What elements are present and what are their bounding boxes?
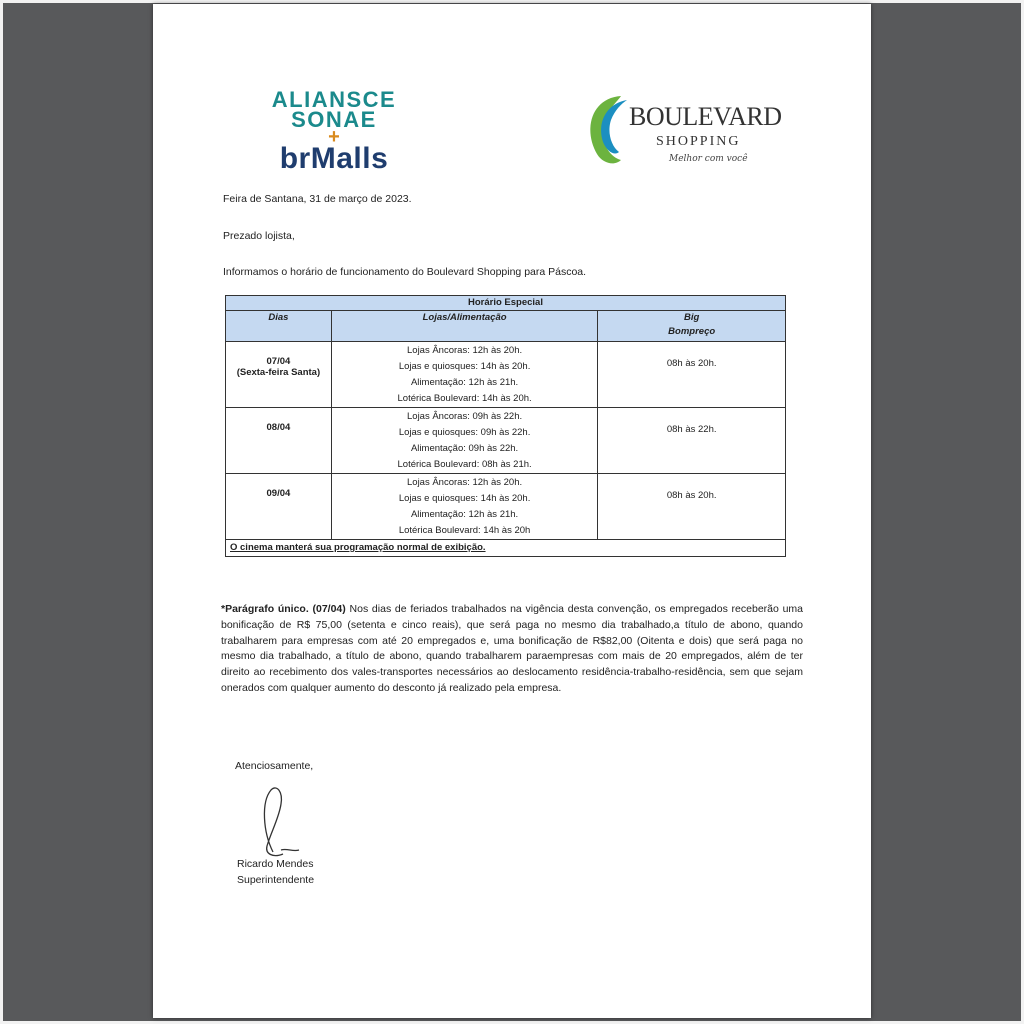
table-row <box>226 408 786 474</box>
store-hours-line: Lojas Âncoras: 12h às 20h. <box>407 477 523 488</box>
table-footer-row <box>226 540 786 557</box>
paragraph-unico <box>221 602 803 697</box>
logo-boulevard-text: BOULEVARD <box>629 102 782 131</box>
logo-brmalls-text: brMalls <box>279 142 389 175</box>
logo-tagline-text: Melhor com você <box>669 154 748 164</box>
store-hours-line: Alimentação: 09h às 22h. <box>410 443 519 454</box>
store-hours-line: Alimentação: 12h às 21h. <box>410 509 519 520</box>
header-days: Dias <box>226 311 332 342</box>
table-row <box>226 342 786 408</box>
stores-cell <box>331 408 598 474</box>
logo-shopping-text: SHOPPING <box>656 134 741 149</box>
cinema-note: O cinema manterá sua programação normal de exibição. <box>226 540 786 557</box>
paragraph-lead: *Parágrafo único. (07/04) <box>221 603 346 615</box>
store-hours-line: Lotérica Boulevard: 14h às 20h. <box>397 393 532 404</box>
stores-cell <box>331 474 598 540</box>
document-page <box>153 4 871 1018</box>
day-date: 08/04 <box>266 422 291 433</box>
store-hours-line: Lojas e quiosques: 14h às 20h. <box>398 493 531 504</box>
big-hours-cell: 08h às 22h. <box>598 408 786 474</box>
boulevard-shopping-logo <box>581 90 781 180</box>
table-title: Horário Especial <box>226 296 786 311</box>
stores-cell <box>331 342 598 408</box>
header-big <box>598 311 786 342</box>
store-hours-line: Lotérica Boulevard: 08h às 21h. <box>397 459 532 470</box>
store-hours-line: Lojas Âncoras: 12h às 20h. <box>407 345 523 356</box>
signatory-role: Superintendente <box>237 874 315 886</box>
day-note: (Sexta-feira Santa) <box>236 367 321 378</box>
date-line: Feira de Santana, 31 de março de 2023. <box>223 193 412 205</box>
table-title-row <box>226 296 786 311</box>
store-hours-line: Lotérica Boulevard: 14h às 20h <box>398 525 531 536</box>
logo-plus-text: + <box>328 126 340 148</box>
logo-sonae-text: SONAE <box>291 107 377 132</box>
day-cell <box>226 342 332 408</box>
big-hours-cell: 08h às 20h. <box>598 474 786 540</box>
table-row <box>226 474 786 540</box>
paragraph-body: Nos dias de feriados trabalhados na vigência desta convenção, os empregados receberão uma bonificação de R$ 75,00 (setenta e cinco reais), que será paga no mesmo dia trabalhado,a título de abono, quando trabalharem para empresas com até 20 empregados e, uma bonificação de R$82,00 (Oitenta e dois) que será paga no mesmo dia trabalhado, a título de abono, quando trabalharem paraempresas com mais de 20 empregados, além de ter direito ao recebimento dos vales-transportes necessários ao deslocamento residência-trabalho-residência, sem que sejam onerados com qualquer aumento do desconto já realizado pela empresa. <box>221 603 804 694</box>
store-hours-line: Lojas e quiosques: 14h às 20h. <box>398 361 531 372</box>
day-date: 07/04 <box>266 356 291 367</box>
intro-text: Informamos o horário de funcionamento do Boulevard Shopping para Páscoa. <box>223 266 587 278</box>
signatory-name: Ricardo Mendes <box>237 858 314 870</box>
closing-salutation: Atenciosamente, <box>235 760 314 772</box>
greeting: Prezado lojista, <box>223 230 295 242</box>
signature-icon <box>243 782 333 862</box>
big-hours-cell: 08h às 20h. <box>598 342 786 408</box>
day-cell <box>226 408 332 474</box>
logo-aliansce-text: ALIANSCE <box>271 87 397 112</box>
store-hours-line: Alimentação: 12h às 21h. <box>410 377 519 388</box>
table-header-row <box>226 311 786 342</box>
store-hours-line: Lojas Âncoras: 09h às 22h. <box>407 411 523 422</box>
header-big-line1: Big <box>684 312 700 323</box>
header-stores: Lojas/Alimentação <box>331 311 598 342</box>
store-hours-line: Lojas e quiosques: 09h às 22h. <box>398 427 531 438</box>
aliansce-brmalls-logo <box>249 87 419 175</box>
day-cell <box>226 474 332 540</box>
signatory-block <box>237 856 314 888</box>
header-big-line2: Bompreço <box>668 326 716 337</box>
day-date: 09/04 <box>266 488 291 499</box>
schedule-table <box>225 295 786 557</box>
